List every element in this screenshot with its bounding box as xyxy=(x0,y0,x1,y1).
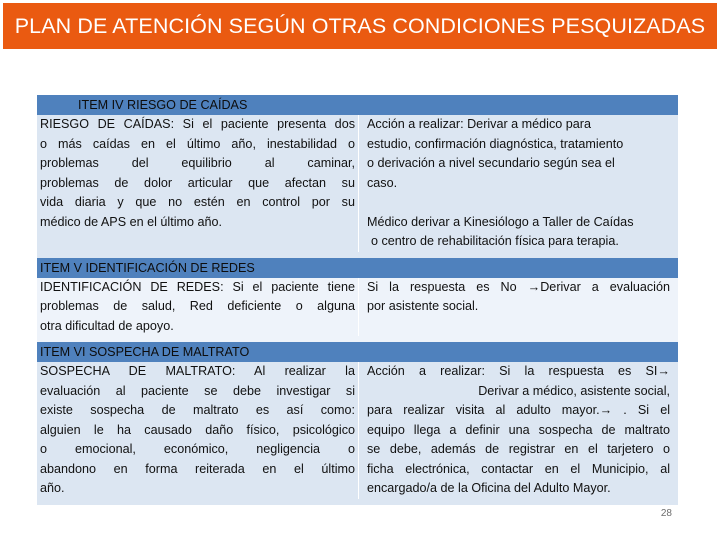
text-line: Médico derivar a Kinesiólogo a Taller de Caídas xyxy=(367,214,634,229)
text-line: o derivación a nivel secundario según sea el xyxy=(367,156,615,170)
text-line: o centro de rehabilitación física para terapia. xyxy=(371,234,619,248)
page-number: 28 xyxy=(660,508,672,519)
item-vi-row xyxy=(37,362,678,499)
text-line: para realizar visita al adulto mayor.→ . Si el xyxy=(367,403,670,417)
item-iv-header-text: ITEM IV RIESGO DE CAÍDAS xyxy=(78,98,248,112)
text-line: estudio, confirmación diagnóstica, tratamiento xyxy=(367,136,624,151)
text-line: encargado/a de la Oficina del Adulto Mayor. xyxy=(367,481,611,495)
item-iv-condition xyxy=(37,115,358,252)
item-iv-action xyxy=(358,115,678,252)
text-line: alguien le ha causado daño físico, psicológico xyxy=(40,422,355,437)
item-vi-action xyxy=(358,362,678,499)
text-line: existe sospecha de maltrato es así como: xyxy=(40,403,355,417)
care-plan-table xyxy=(37,95,678,505)
text-line: problemas del equilibrio al caminar, xyxy=(40,156,355,170)
text-line: RIESGO DE CAÍDAS: Si el paciente presenta dos xyxy=(40,117,355,131)
text-line xyxy=(367,193,670,213)
text-line: SOSPECHA DE MALTRATO: Al realizar la xyxy=(40,364,355,378)
text-line: otra dificultad de apoyo. xyxy=(40,318,174,333)
text-line: médico de APS en el último año. xyxy=(40,214,223,229)
text-line: Acción a realizar: Si la respuesta es SI→ xyxy=(367,364,670,378)
text-line: o más caídas en el último año, inestabilidad o xyxy=(40,136,355,151)
item-v-row xyxy=(37,278,678,337)
text-line: Acción a realizar: Derivar a médico para xyxy=(367,117,591,131)
slide-title: PLAN DE ATENCIÓN SEGÚN OTRAS CONDICIONES PESQUIZADAS xyxy=(14,13,706,38)
text-line: evaluación al paciente se debe investigar si xyxy=(40,383,355,398)
item-vi-header xyxy=(37,342,678,362)
text-line: IDENTIFICACIÓN DE REDES: Si el paciente tiene xyxy=(40,279,355,294)
item-v-header-text: ITEM V IDENTIFICACIÓN DE REDES xyxy=(40,260,255,275)
item-v-action xyxy=(358,278,678,337)
text-line: o emocional, económico, negligencia o xyxy=(40,442,355,456)
text-line: problemas de dolor articular que afectan su xyxy=(40,175,355,190)
item-v-header xyxy=(37,258,678,278)
row-spacer xyxy=(37,499,678,505)
text-line: vida diaria y que no estén en control por su xyxy=(40,195,355,209)
item-vi-header-text: ITEM VI SOSPECHA DE MALTRATO xyxy=(40,345,250,359)
text-line: Si la respuesta es No →Derivar a evaluación xyxy=(367,279,670,294)
item-vi-condition xyxy=(37,362,358,499)
text-line: problemas de salud, Red deficiente o alguna xyxy=(40,299,355,313)
text-line: caso. xyxy=(367,175,398,190)
text-line: año. xyxy=(40,481,65,495)
item-iv-row xyxy=(37,115,678,252)
item-iv-header xyxy=(37,95,678,115)
item-v-condition xyxy=(37,278,358,337)
title-bar xyxy=(3,3,717,49)
text-line: ficha electrónica, contactar en el Municipio, al xyxy=(367,461,670,476)
text-line: Derivar a médico, asistente social, xyxy=(478,383,670,398)
text-line: abandono en forma reiterada en el último xyxy=(40,461,355,476)
text-line: equipo llega a definir una sospecha de maltrato xyxy=(367,422,670,437)
text-line: se debe, además de registrar en el tarjetero o xyxy=(367,442,670,456)
text-line: por asistente social. xyxy=(367,299,479,313)
